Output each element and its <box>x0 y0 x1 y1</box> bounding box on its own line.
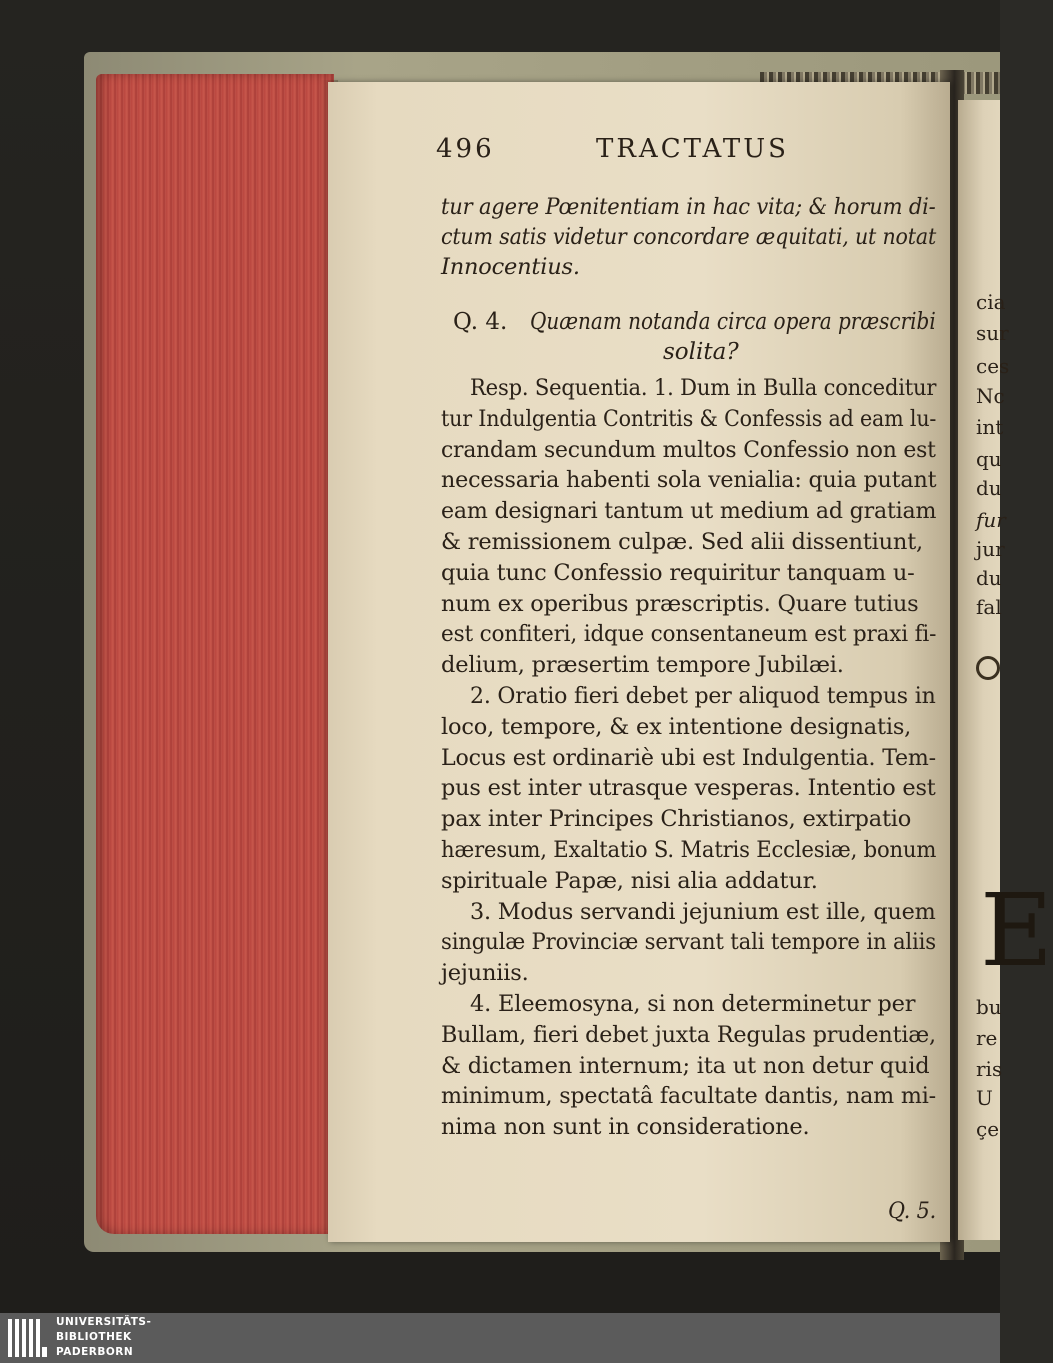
body-line: loco, tempore, & ex intentione designatis, <box>441 713 912 740</box>
body-line: est confiteri, idque consentaneum est praxi fi- <box>441 621 937 648</box>
body-line: singulæ Provinciæ servant tali tempore in aliis <box>441 929 936 956</box>
footer-bar <box>0 1313 1000 1363</box>
body-line: tur Indulgentia Contritis & Confessis ad eam lu- <box>441 405 937 432</box>
facing-fragment: çe <box>976 1117 1000 1141</box>
logo-text: UNIVERSITÄTS- <box>56 1316 152 1328</box>
body-line: 2. Oratio fieri debet per aliquod tempus in <box>470 683 936 709</box>
body-line: crandam secundum multos Confessio non est <box>441 436 936 463</box>
body-line: Resp. Sequentia. 1. Dum in Bulla conceditur <box>470 375 937 401</box>
logo-text: PADERBORN <box>56 1346 134 1358</box>
body-line: pus est inter utrasque vesperas. Intentio est <box>441 775 936 802</box>
ornament-icon <box>976 656 1000 680</box>
text-line: ctum satis videtur concordare æquitati, ut notat <box>441 224 937 250</box>
page-number: 496 <box>436 134 495 164</box>
question-line: Quænam notanda circa opera præscribi <box>530 309 936 335</box>
body-line: quia tunc Confessio requiritur tanquam u- <box>441 559 915 586</box>
facing-fragment: du <box>976 566 1002 590</box>
running-head: TRACTATUS <box>596 134 789 164</box>
facing-fragment: jur <box>976 537 1005 561</box>
library-logo-icon <box>6 1317 48 1359</box>
text-line: Innocentius. <box>441 254 580 280</box>
body-line: 4. Eleemosyna, si non determinetur per <box>470 991 916 1017</box>
facing-fragment: cia <box>976 290 1006 314</box>
catchword: Q. 5. <box>888 1198 937 1224</box>
facing-fragment: U <box>976 1086 993 1110</box>
facing-fragment: Nc <box>976 384 1005 408</box>
body-line: & dictamen internum; ita ut non detur quid <box>441 1052 930 1079</box>
facing-fragment: int <box>976 415 1004 439</box>
facing-fragment: re <box>976 1026 998 1050</box>
facing-fragment: du <box>976 476 1002 500</box>
body-line: jejuniis. <box>441 960 529 987</box>
body-line: Bullam, fieri debet juxta Regulas prudentiæ, <box>441 1021 936 1048</box>
facing-fragment: fur <box>976 508 1006 532</box>
text-line: tur agere Pœnitentiam in hac vita; & horum di- <box>441 194 936 220</box>
body-line: necessaria habenti sola venialia: quia putant <box>441 467 937 494</box>
page-edges <box>96 74 334 1234</box>
facing-fragment: fal <box>976 595 1002 619</box>
facing-fragment: ris <box>976 1057 1003 1081</box>
body-line: hæresum, Exaltatio S. Matris Ecclesiæ, bonum <box>441 837 937 863</box>
facing-fragment: qu <box>976 447 1002 471</box>
body-line: eam designari tantum ut medium ad gratiam <box>441 498 937 525</box>
body-line: delium, præsertim tempore Jubilæi. <box>441 652 844 679</box>
body-line: Locus est ordinariè ubi est Indulgentia. Tem- <box>441 744 936 771</box>
body-line: nima non sunt in consideratione. <box>441 1114 810 1141</box>
body-line: num ex operibus præscriptis. Quare tutius <box>441 590 919 617</box>
body-line: spirituale Papæ, nisi alia addatur. <box>441 867 818 894</box>
facing-fragment: ces <box>976 354 1010 378</box>
body-line: pax inter Principes Christianos, extirpatio <box>441 806 912 833</box>
body-line: 3. Modus servandi jejunium est ille, quem <box>470 898 936 925</box>
body-line: minimum, spectatâ facultate dantis, nam mi- <box>441 1083 936 1110</box>
initial-letter: E <box>980 872 1053 989</box>
body-line: & remissionem culpæ. Sed alii dissentiunt, <box>441 529 924 555</box>
logo-text: BIBLIOTHEK <box>56 1331 132 1343</box>
facing-fragment: sur <box>976 321 1009 345</box>
question-label: Q. 4. <box>453 309 508 335</box>
question-line: solita? <box>663 339 739 365</box>
facing-fragment: bu <box>976 995 1002 1019</box>
